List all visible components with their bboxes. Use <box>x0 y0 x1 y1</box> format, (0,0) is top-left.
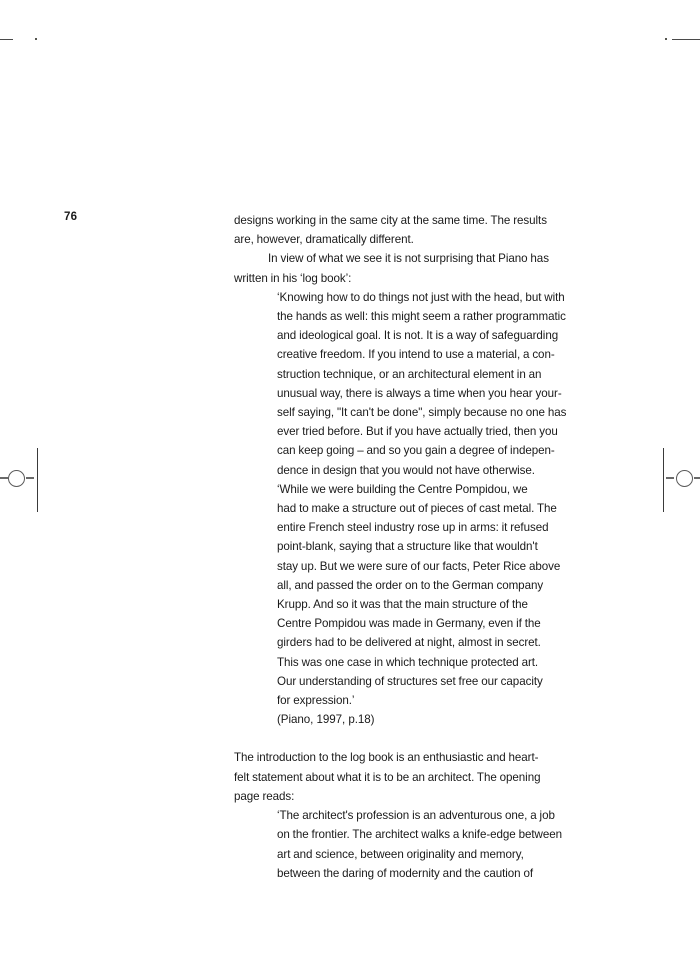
text-line: entire French steel industry rose up in arms: it refused <box>277 521 549 535</box>
text-line: In view of what we see it is not surprising that Piano has <box>268 252 549 266</box>
blockquote-architects-profession <box>234 806 606 883</box>
text-line: are, however, dramatically different. <box>234 233 414 247</box>
text-line: the hands as well: this might seem a rather programmatic <box>277 310 566 324</box>
registration-tick-left-outer <box>0 477 8 479</box>
text-line: ever tried before. But if you have actually tried, then you <box>277 425 558 439</box>
crop-mark-top-right <box>672 39 700 40</box>
text-line: Our understanding of structures set free our capacity <box>277 674 543 688</box>
text-line: stay up. But we were sure of our facts, Peter Rice above <box>277 559 561 573</box>
text-line: designs working in the same city at the same time. The results <box>234 214 547 227</box>
citation-piano-1997: (Piano, 1997, p.18) <box>277 713 375 727</box>
text-line: This was one case in which technique protected art. <box>277 655 539 669</box>
text-line: The introduction to the log book is an enthusiastic and heart- <box>234 751 539 765</box>
text-line: ‘Knowing how to do things not just with the head, but with <box>277 290 565 304</box>
registration-circle-right <box>676 470 693 487</box>
text-line: Centre Pompidou was made in Germany, even if the <box>277 617 541 631</box>
paragraph-continuation <box>234 211 606 249</box>
registration-dot-top-right <box>665 38 667 40</box>
text-line: had to make a structure out of pieces of cast metal. The <box>277 502 557 516</box>
trim-line-right <box>663 448 664 512</box>
text-line: point-blank, saying that a structure like that wouldn't <box>277 540 538 554</box>
trim-line-left <box>37 448 38 512</box>
blockquote-knowing-how <box>234 288 606 480</box>
text-line: Krupp. And so it was that the main structure of the <box>277 598 528 612</box>
text-line: ‘The architect's profession is an adventurous one, a job <box>277 809 555 823</box>
crop-mark-top-left <box>0 39 13 40</box>
text-line: for expression.’ <box>277 694 355 708</box>
text-column <box>234 211 606 883</box>
text-line: creative freedom. If you intend to use a material, a con- <box>277 348 555 362</box>
text-line: felt statement about what it is to be an architect. The opening <box>234 770 541 784</box>
registration-tick-right-inner <box>666 477 674 479</box>
paragraph-piano-logbook-intro <box>234 249 606 287</box>
text-line: page reads: <box>234 789 295 803</box>
text-line: unusual way, there is always a time when you hear your- <box>277 386 562 400</box>
text-line: dence in design that you would not have otherwise. <box>277 463 535 477</box>
text-line: self saying, "It can't be done", simply because no one has <box>277 406 567 420</box>
text-line: written in his ‘log book’: <box>234 271 352 285</box>
blockquote-centre-pompidou <box>234 480 606 710</box>
text-line: can keep going – and so you gain a degree of indepen- <box>277 444 555 458</box>
text-line: art and science, between originality and memory, <box>277 847 524 861</box>
page-number: 76 <box>64 211 78 223</box>
registration-circle-left <box>8 470 25 487</box>
paragraph-spacer <box>234 729 606 748</box>
text-line: girders had to be delivered at night, almost in secret. <box>277 636 541 650</box>
registration-dot-top-left <box>35 38 37 40</box>
text-line: on the frontier. The architect walks a knife-edge between <box>277 828 563 842</box>
text-line: struction technique, or an architectural element in an <box>277 367 542 381</box>
text-line: and ideological goal. It is not. It is a way of safeguarding <box>277 329 559 343</box>
text-line: between the daring of modernity and the caution of <box>277 866 534 880</box>
registration-tick-left-inner <box>26 477 34 479</box>
text-line: ‘While we were building the Centre Pompidou, we <box>277 482 528 496</box>
text-line: all, and passed the order on to the German company <box>277 578 544 592</box>
paragraph-introduction-logbook <box>234 748 606 806</box>
registration-tick-right-outer <box>694 477 700 479</box>
